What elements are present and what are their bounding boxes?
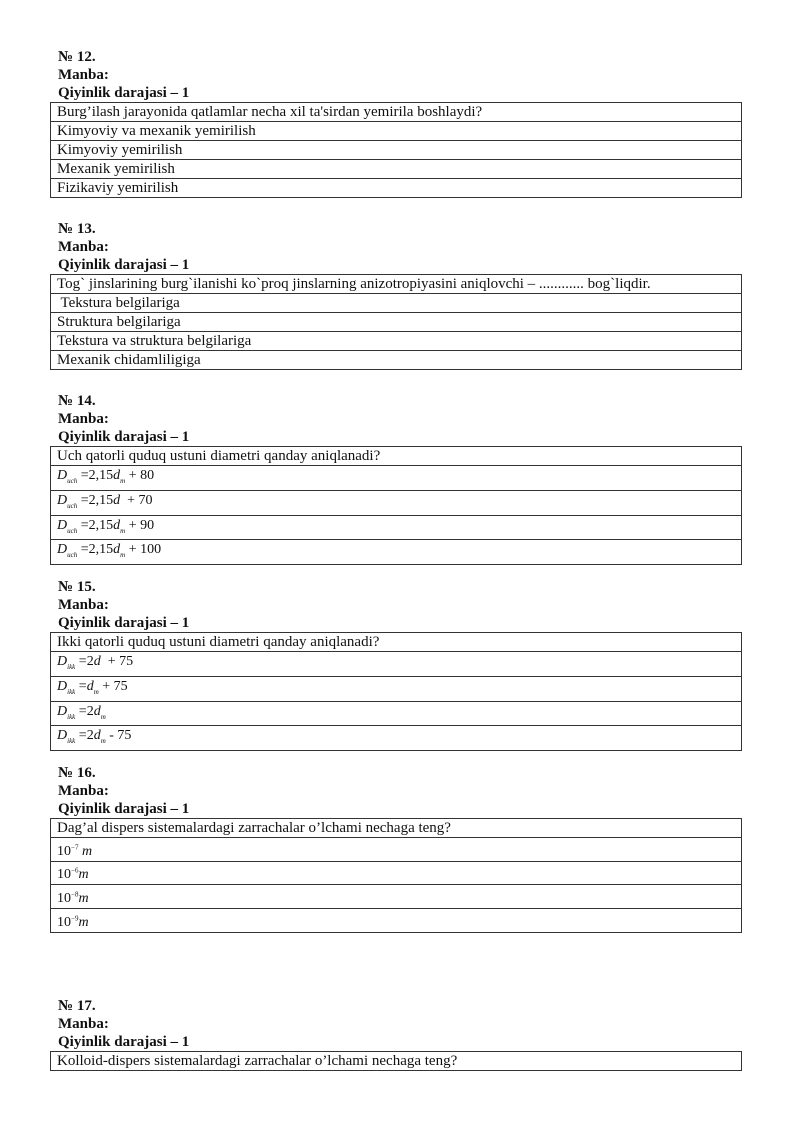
answer-formula: $D_{ikk} =2d_m$ xyxy=(51,701,742,726)
answer-option: Kimyoviy va mexanik yemirilish xyxy=(51,122,742,141)
answer-option: Tekstura belgilariga xyxy=(51,294,742,313)
question-text: Dag’al dispers sistemalardagi zarrachalar o’lchami nechaga teng? xyxy=(51,819,742,838)
source-label: Manba: xyxy=(58,239,109,255)
answer-option: Kimyoviy yemirilish xyxy=(51,141,742,160)
question-table xyxy=(50,632,742,751)
answer-power: $10^{-9}m$ xyxy=(51,908,742,932)
source-label: Manba: xyxy=(58,411,109,427)
difficulty-label: Qiyinlik darajasi – 1 xyxy=(58,257,190,273)
answer-formula: $D_{ikk} =d_m + 75$ xyxy=(51,676,742,701)
question-block-12 xyxy=(58,48,750,198)
question-number: № 12. xyxy=(58,49,96,65)
question-table xyxy=(50,274,742,370)
question-block-13 xyxy=(58,220,750,370)
question-text: Burg’ilash jarayonida qatlamlar necha xil ta'sirdan yemirila boshlaydi? xyxy=(51,103,742,122)
question-table xyxy=(50,102,742,198)
source-label: Manba: xyxy=(58,67,109,83)
answer-option: Struktura belgilariga xyxy=(51,313,742,332)
question-table xyxy=(50,818,742,933)
question-number: № 14. xyxy=(58,393,96,409)
source-label: Manba: xyxy=(58,1016,109,1032)
question-table xyxy=(50,446,742,565)
question-number: № 17. xyxy=(58,998,96,1014)
question-block-16 xyxy=(58,764,750,933)
question-block-14 xyxy=(58,392,750,565)
question-number: № 15. xyxy=(58,579,96,595)
difficulty-label: Qiyinlik darajasi – 1 xyxy=(58,85,190,101)
answer-option: Tekstura va struktura belgilariga xyxy=(51,332,742,351)
question-block-17 xyxy=(58,997,750,1071)
difficulty-label: Qiyinlik darajasi – 1 xyxy=(58,615,190,631)
question-block-15 xyxy=(58,578,750,751)
question-text: Uch qatorli quduq ustuni diametri qanday aniqlanadi? xyxy=(51,447,742,466)
difficulty-label: Qiyinlik darajasi – 1 xyxy=(58,429,190,445)
source-label: Manba: xyxy=(58,597,109,613)
answer-formula: $D_{uch} =2,15d_m + 90$ xyxy=(51,515,742,540)
answer-power: $10^{-6}m$ xyxy=(51,861,742,885)
answer-formula: $D_{ikk} =2d + 75$ xyxy=(51,652,742,677)
answer-power: $10^{-7}$ m xyxy=(51,838,742,862)
answer-option: Mexanik chidamliligiga xyxy=(51,351,742,370)
difficulty-label: Qiyinlik darajasi – 1 xyxy=(58,1034,190,1050)
question-text: Kolloid-dispers sistemalardagi zarrachalar o’lchami nechaga teng? xyxy=(51,1052,742,1071)
answer-option: Mexanik yemirilish xyxy=(51,160,742,179)
answer-formula: $D_{uch} =2,15d_m + 100$ xyxy=(51,540,742,565)
answer-power: $10^{-8}m$ xyxy=(51,885,742,909)
answer-option: Fizikaviy yemirilish xyxy=(51,179,742,198)
question-table xyxy=(50,1051,742,1071)
question-text: Ikki qatorli quduq ustuni diametri qanday aniqlanadi? xyxy=(51,633,742,652)
question-text: Tog` jinslarining burg`ilanishi ko`proq jinslarning anizotropiyasini aniqlovchi – ............ bog`liqdir. xyxy=(51,275,742,294)
answer-formula: $D_{uch} =2,15d_m + 80$ xyxy=(51,466,742,491)
answer-formula: $D_{ikk} =2d_m - 75$ xyxy=(51,726,742,751)
difficulty-label: Qiyinlik darajasi – 1 xyxy=(58,801,190,817)
question-number: № 13. xyxy=(58,221,96,237)
source-label: Manba: xyxy=(58,783,109,799)
question-number: № 16. xyxy=(58,765,96,781)
answer-formula: $D_{uch} =2,15d + 70$ xyxy=(51,490,742,515)
